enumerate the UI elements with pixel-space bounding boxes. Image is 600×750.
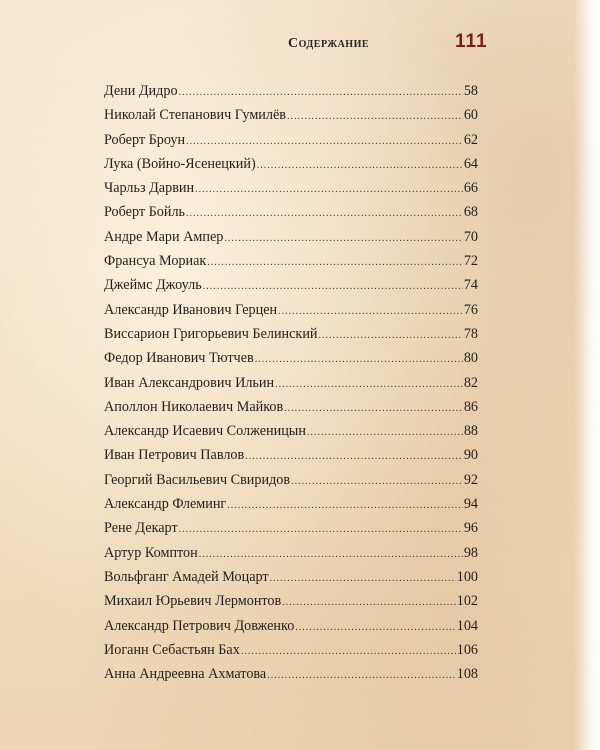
toc-entry-page: 90	[463, 447, 478, 464]
toc-entry-page: 88	[463, 423, 478, 440]
dot-leader	[257, 154, 463, 178]
dot-leader	[179, 81, 463, 105]
dot-leader	[186, 130, 463, 154]
toc-entry-page: 94	[463, 496, 478, 513]
toc-entry	[104, 419, 478, 443]
toc-entry	[104, 371, 478, 395]
running-title: Содержание	[288, 36, 370, 51]
toc-entry	[104, 565, 478, 589]
dot-leader	[287, 105, 463, 129]
toc-entry-name: Рене Декарт	[104, 520, 178, 537]
toc-entry-name: Дени Дидро	[104, 83, 178, 99]
toc-entry-page: 104	[456, 617, 478, 634]
dot-leader	[179, 518, 463, 542]
toc-entry	[104, 200, 478, 224]
toc-entry-page: 78	[463, 325, 478, 342]
toc-entry-page: 68	[463, 204, 478, 221]
toc-entry-page: 60	[463, 107, 478, 124]
toc-entry-name: Аполлон Николаевич Майков	[104, 398, 284, 415]
toc-entry-name: Анна Андреевна Ахматова	[104, 666, 267, 683]
toc-entry	[104, 225, 478, 249]
toc-entry-name: Франсуа Мориак	[104, 253, 207, 270]
dot-leader	[207, 251, 463, 275]
dot-leader	[295, 616, 455, 640]
toc-entry	[104, 128, 478, 152]
dot-leader	[278, 300, 463, 324]
page-edge	[574, 0, 600, 750]
toc-entry-name: Вольфганг Амадей Моцарт	[104, 568, 269, 585]
toc-entry-name: Иван Петрович Павлов	[104, 447, 245, 464]
toc-entry-name: Александр Иванович Герцен	[104, 301, 278, 318]
toc-entry-name: Роберт Броун	[104, 131, 186, 148]
toc-entry-name: Андре Мари Ампер	[104, 228, 224, 245]
toc-entry	[104, 103, 478, 127]
toc-entry-page: 74	[463, 277, 478, 294]
toc-entry	[104, 541, 478, 565]
toc-entry-name: Роберт Бойль	[104, 204, 185, 221]
toc-entry	[104, 662, 478, 686]
dot-leader	[307, 421, 463, 445]
toc-entry-page: 106	[456, 641, 478, 658]
toc-entry-page: 96	[463, 520, 478, 537]
dot-leader	[270, 567, 456, 591]
toc-entry	[104, 589, 478, 613]
toc-entry-name: Чарльз Дарвин	[104, 180, 195, 197]
toc-entry-name: Иван Александрович Ильин	[104, 374, 275, 391]
toc-entry-name: Георгий Васильевич Свиридов	[104, 471, 291, 488]
toc-entry-name: Александр Петрович Довженко	[104, 617, 295, 634]
toc-entry	[104, 516, 478, 540]
toc-entry	[104, 298, 478, 322]
dot-leader	[241, 640, 456, 664]
toc-entry-name: Александр Флеминг	[104, 496, 227, 513]
toc-entry-name: Иоганн Себастьян Бах	[104, 641, 240, 658]
dot-leader	[291, 470, 463, 494]
toc-entry	[104, 468, 478, 492]
toc-entry-name: Федор Иванович Тютчев	[104, 350, 254, 367]
toc-entry	[104, 395, 478, 419]
toc-entry-name: Михаил Юрьевич Лермонтов	[104, 593, 282, 610]
toc-entry-page: 108	[456, 666, 478, 683]
toc-entry	[104, 249, 478, 273]
toc-entry-page: 62	[463, 131, 478, 148]
toc-entry-name: Николай Степанович Гумилёв	[104, 107, 286, 124]
toc-entry-page: 86	[463, 398, 478, 415]
toc-entry	[104, 322, 478, 346]
toc-entry-name: Лука (Войно-Ясенецкий)	[104, 155, 256, 172]
table-of-contents	[104, 79, 478, 686]
toc-entry	[104, 152, 478, 176]
dot-leader	[203, 275, 463, 299]
toc-entry-name: Джеймс Джоуль	[104, 277, 202, 294]
dot-leader	[282, 591, 456, 615]
toc-entry-name: Артур Комптон	[104, 544, 198, 561]
page-number: 111	[455, 31, 488, 52]
toc-entry-page: 80	[463, 350, 478, 367]
page-header	[0, 28, 600, 58]
dot-leader	[186, 202, 463, 226]
toc-entry	[104, 273, 478, 297]
toc-entry-page: 66	[463, 180, 478, 197]
dot-leader	[255, 348, 463, 372]
toc-entry-page: 92	[463, 471, 478, 488]
dot-leader	[245, 445, 463, 469]
toc-entry-name: Виссарион Григорьевич Белинский	[104, 325, 318, 342]
toc-entry-page: 70	[463, 228, 478, 245]
dot-leader	[284, 397, 463, 421]
dot-leader	[275, 373, 463, 397]
toc-entry-page: 76	[463, 301, 478, 318]
toc-entry	[104, 176, 478, 200]
toc-entry-page: 58	[463, 83, 478, 99]
dot-leader	[195, 178, 463, 202]
toc-entry-page: 72	[463, 253, 478, 270]
toc-entry-page: 100	[456, 568, 478, 585]
toc-entry	[104, 443, 478, 467]
toc-entry-page: 82	[463, 374, 478, 391]
dot-leader	[199, 543, 463, 567]
toc-entry-page: 98	[463, 544, 478, 561]
toc-entry	[104, 638, 478, 662]
dot-leader	[227, 494, 463, 518]
toc-entry	[104, 79, 478, 103]
toc-entry-page: 64	[463, 155, 478, 172]
toc-entry-page: 102	[456, 593, 478, 610]
toc-entry-name: Александр Исаевич Солженицын	[104, 423, 306, 440]
toc-entry	[104, 614, 478, 638]
toc-entry	[104, 492, 478, 516]
dot-leader	[224, 227, 462, 251]
toc-entry	[104, 346, 478, 370]
dot-leader	[267, 664, 455, 688]
dot-leader	[319, 324, 463, 348]
